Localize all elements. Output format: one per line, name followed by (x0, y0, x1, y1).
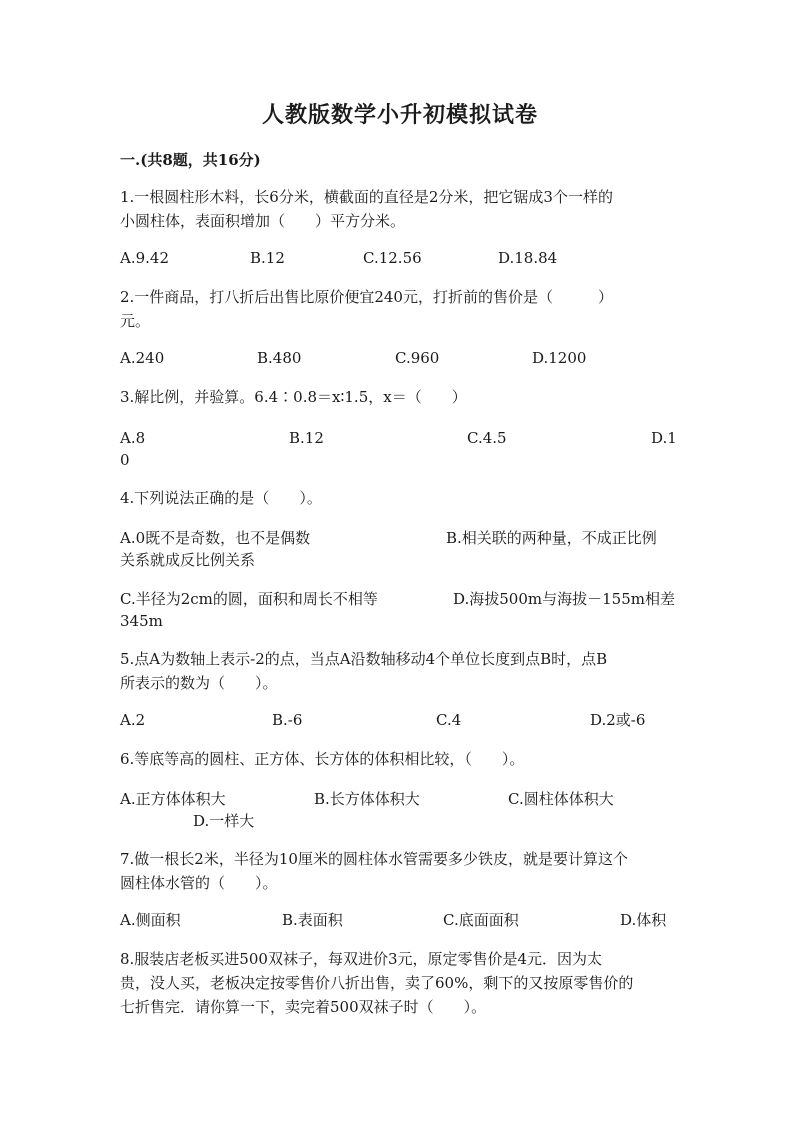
option-d[interactable]: D.一样大 (193, 812, 255, 830)
option-a[interactable]: A.正方体体积大 (120, 790, 226, 808)
question-line: 4.下列说法正确的是（ ）。 (120, 489, 322, 507)
question-line: 1.一根圆柱形木料，长6分米，横截面的直径是2分米，把它锯成3个一样的 (120, 188, 613, 206)
option-a[interactable]: A.2 (120, 711, 146, 729)
option-a[interactable]: A.9.42 (120, 249, 169, 267)
question-4 (120, 486, 680, 510)
question-5 (120, 647, 680, 695)
question-line: 2.一件商品，打八折后出售比原价便宜240元，打折前的售价是（ ） (120, 288, 613, 306)
option-c[interactable]: C.960 (395, 349, 440, 367)
option-d[interactable]: D.18.84 (498, 249, 558, 267)
section-heading: 一.(共8题，共16分) (120, 151, 261, 169)
question-line: 圆柱体水管的（ ）。 (120, 874, 278, 892)
option-d-wrap: 0 (120, 451, 130, 469)
question-3 (120, 385, 680, 409)
question-line: 贵，没人买，老板决定按零售价八折出售，卖了60%，剩下的又按原零售价的 (120, 974, 634, 992)
option-d[interactable]: D.1200 (532, 349, 587, 367)
option-a[interactable]: A.0既不是奇数，也不是偶数 (120, 529, 311, 547)
question-line: 小圆柱体，表面积增加（ ）平方分米。 (120, 212, 406, 230)
question-line: 7.做一根长2米，半径为10厘米的圆柱体水管需要多少铁皮，就是要计算这个 (120, 850, 628, 868)
option-d[interactable]: D.体积 (620, 911, 667, 929)
option-d[interactable]: D.2或-6 (590, 711, 646, 729)
page-title: 人教版数学小升初模拟试卷 (261, 102, 538, 128)
question-line: 所表示的数为（ ）。 (120, 674, 278, 692)
option-c[interactable]: C.圆柱体体积大 (508, 790, 614, 808)
option-d-wrap: 345m (120, 612, 163, 630)
option-d[interactable]: D.海拔500m与海拔－155m相差 (453, 590, 675, 608)
option-c[interactable]: C.半径为2cm的圆，面积和周长不相等 (120, 590, 378, 608)
option-a[interactable]: A.8 (120, 429, 146, 447)
option-b[interactable]: B.12 (250, 249, 285, 267)
option-c[interactable]: C.4.5 (467, 429, 507, 447)
option-b[interactable]: B.12 (289, 429, 324, 447)
question-line: 6.等底等高的圆柱、正方体、长方体的体积相比较，（ ）。 (120, 750, 525, 768)
option-b[interactable]: B.相关联的两种量，不成正比例 (446, 529, 657, 547)
question-7 (120, 847, 680, 895)
question-line: 七折售完．请你算一下，卖完着500双袜子时（ ）。 (120, 998, 487, 1016)
option-a[interactable]: A.侧面积 (120, 911, 181, 929)
option-c[interactable]: C.底面面积 (443, 911, 519, 929)
option-b[interactable]: B.长方体体积大 (314, 790, 420, 808)
option-b[interactable]: B.表面积 (282, 911, 343, 929)
question-line: 5.点A为数轴上表示-2的点，当点A沿数轴移动4个单位长度到点B时，点B (120, 650, 608, 668)
question-1 (120, 185, 680, 233)
question-2 (120, 285, 680, 333)
question-6 (120, 747, 680, 771)
option-c[interactable]: C.12.56 (363, 249, 422, 267)
option-d[interactable]: D.1 (651, 429, 677, 447)
question-8 (120, 947, 680, 1019)
question-line: 3.解比例，并验算。6.4∶0.8＝x∶1.5，x＝（ ） (120, 388, 467, 406)
question-line: 8.服装店老板买进500双袜子，每双进价3元，原定零售价是4元．因为太 (120, 950, 603, 968)
option-b[interactable]: B.480 (257, 349, 302, 367)
option-b-wrap: 关系就成反比例关系 (120, 551, 256, 569)
option-b[interactable]: B.-6 (272, 711, 303, 729)
option-c[interactable]: C.4 (436, 711, 462, 729)
question-line: 元。 (120, 312, 151, 330)
option-a[interactable]: A.240 (120, 349, 165, 367)
